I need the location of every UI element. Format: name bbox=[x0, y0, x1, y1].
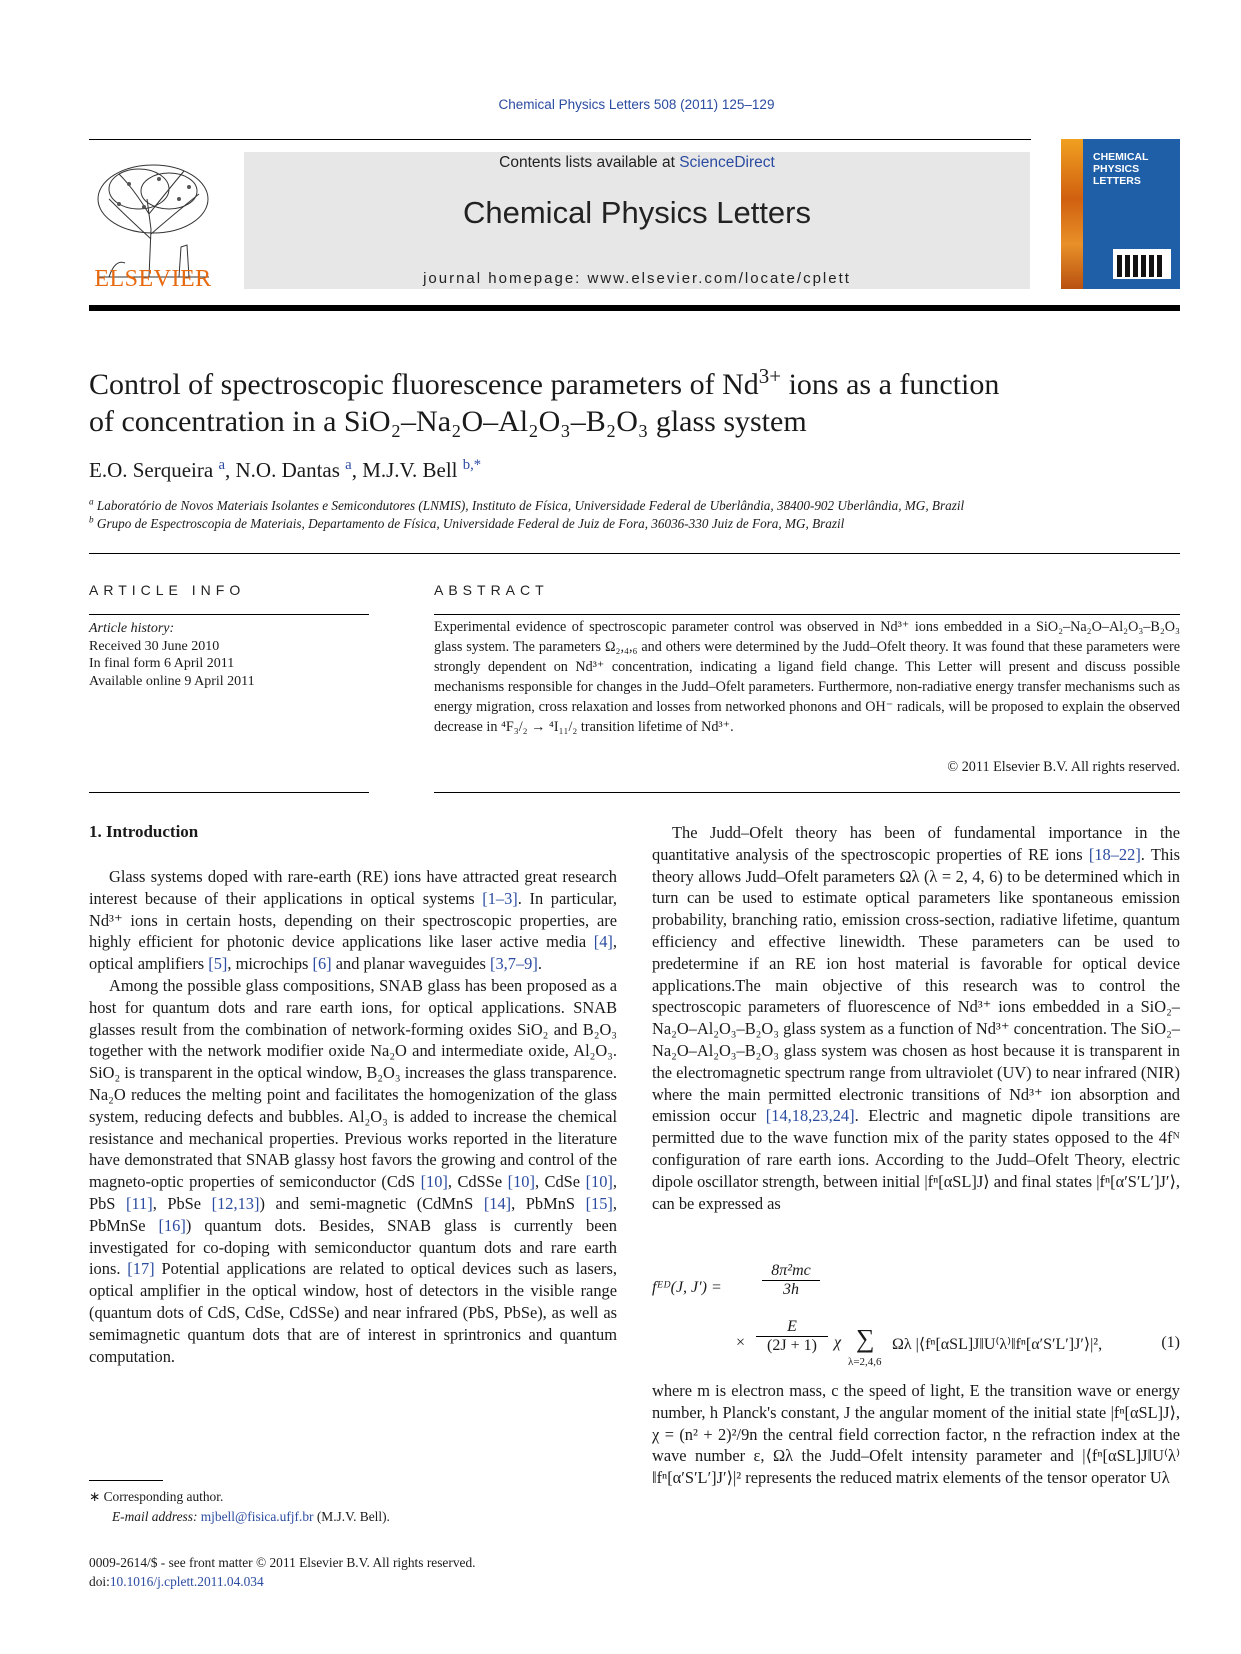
equation-label: (1) bbox=[1161, 1334, 1180, 1351]
author-list: E.O. Serqueira $^a$, N.O. Dantas $^a$, M.J.V. Bell $^{b,*}$ bbox=[89, 457, 482, 482]
abstract-text: Experimental evidence of spectroscopic parameter control was observed in Nd³⁺ ions embedded in a SiO₂–Na₂O–Al₂O₃–B₂O₃ glass system. The parameters Ω₂,₄,₆ and others were determined by the Judd–Ofelt theory. It was found that these parameters were strongly dependent on Nd³⁺ concentration, indicating a ligand field change. This Letter will present and discuss possible mechanisms responsible for changes in the Judd–Ofelt parameters. Furthermore, non-radiative energy transfer mechanisms such as energy migration, cross relaxation and losses from networked phonons and OH⁻ radicals, will be proposed to explain the observed decrease in ⁴F₃/₂ → ⁴I₁₁/₂ transition lifetime of Nd³⁺. bbox=[434, 619, 1180, 736]
elsevier-wordmark: ELSEVIER bbox=[94, 266, 212, 292]
equation-body: Ωλ |⟨fⁿ[αSL]J‖U⁽λ⁾‖fⁿ[α′S′L′]J′⟩|², bbox=[892, 1336, 1103, 1353]
citation-link[interactable]: [4] bbox=[593, 932, 613, 952]
journal-cover-thumbnail bbox=[1061, 139, 1180, 289]
title-part: Control of spectroscopic fluorescence parameters of Nd bbox=[89, 368, 759, 401]
equation-1 bbox=[652, 1262, 1180, 1370]
citation-link[interactable]: [15] bbox=[585, 1193, 613, 1213]
citation-link[interactable]: [5] bbox=[208, 954, 228, 974]
doi-link[interactable]: 10.1016/j.cplett.2011.04.034 bbox=[109, 1574, 264, 1589]
affiliation-mark: b bbox=[89, 514, 94, 525]
equation-fraction-2 bbox=[756, 1318, 828, 1355]
citation-link[interactable]: [11] bbox=[126, 1193, 153, 1213]
title-part: ions as a function bbox=[781, 368, 1000, 401]
email-note bbox=[112, 1509, 390, 1525]
author-name: E.O. Serqueira bbox=[89, 458, 214, 482]
citation-link[interactable]: [1–3] bbox=[482, 888, 518, 908]
right-column-continued bbox=[652, 1380, 1180, 1489]
abstract-rule bbox=[434, 614, 1180, 615]
citation-link[interactable]: [12,13] bbox=[211, 1193, 260, 1213]
fraction-numerator: 8π²mc bbox=[762, 1262, 820, 1281]
equation-sum: ∑ bbox=[856, 1324, 875, 1353]
journal-homepage[interactable]: journal homepage: www.elsevier.com/locate/cplett bbox=[423, 270, 851, 287]
affiliation-mark: a bbox=[89, 496, 94, 507]
abstract-copyright: © 2011 Elsevier B.V. All rights reserved. bbox=[947, 759, 1180, 775]
author-name: N.O. Dantas bbox=[235, 458, 340, 482]
affiliation-text: Grupo de Espectroscopia de Materiais, Departamento de Física, Universidade Federal de Juiz de Fora, 36036-330 Juiz de Fora, MG, Brazil bbox=[96, 516, 845, 531]
paragraph: Glass systems doped with rare-earth (RE) ions have attracted great research interest because of their applications in optical systems [1–3]. In particular, Nd³⁺ ions in certain hosts, depending on their spectroscopic properties, are highly efficient for photonic device applications like laser active media [4], optical amplifiers [5], microchips [6] and planar waveguides [3,7–9]. bbox=[89, 867, 617, 974]
left-column bbox=[89, 866, 617, 1367]
journal-title: Chemical Physics Letters bbox=[462, 195, 811, 230]
issn-line: 0009-2614/$ - see front matter © 2011 Elsevier B.V. All rights reserved. bbox=[89, 1555, 476, 1570]
masthead-divider bbox=[89, 305, 1180, 311]
citation-link[interactable]: [14] bbox=[483, 1193, 512, 1213]
final-form-date: In final form 6 April 2011 bbox=[89, 656, 235, 671]
equation-sum-index: λ=2,4,6 bbox=[848, 1356, 882, 1368]
cover-bars-icon bbox=[1113, 249, 1171, 279]
article-info-bottom-rule bbox=[89, 792, 369, 793]
paragraph: Among the possible glass compositions, SNAB glass has been proposed as a host for quantum dots and rare earth ions, for optical applications. SNAB glasses result from the combination of network-forming oxides SiO₂ and B₂O₃ together with the network modifier oxide Na₂O and intermediate oxide, Al₂O₃. SiO₂ is transparent in the optical window, B₂O₃ increases the glass transparence. Na₂O reduces the melting point and facilitates the homogenization of the glass system, reducing defects and bubbles. Al₂O₃ is added to increase the chemical resistance and mechanical properties. Previous works reported in the literature have demonstrated that SNAB glassy host favors the growing and control of the magneto-optic properties of semiconductor (CdS [10], CdSSe [10], CdSe [10], PbS [11], PbSe [12,13]) and semi-magnetic (CdMnS [14], PbMnS [15], PbMnSe [16]) quantum dots. Besides, SNAB glass is currently been investigated for co-doping with semiconductor quantum dots and rare earth ions. [17] Potential applications are related to optical devices such as lasers, optical amplifier in the optical window, host of detectors in the visible range (quantum dots of CdS, CdSe, CdSSe) and near infrared (PbS, PbSe), as well as semimagnetic quantum dots that are of interest in sprintronics and quantum computation. bbox=[89, 975, 617, 1366]
affiliation bbox=[89, 516, 844, 532]
author-name: M.J.V. Bell bbox=[362, 458, 458, 482]
cover-image bbox=[1113, 249, 1171, 279]
history-label: Article history: bbox=[89, 621, 175, 636]
abstract-bottom-rule bbox=[434, 792, 1180, 793]
email-link[interactable]: mjbell@fisica.ufjf.br bbox=[200, 1509, 314, 1524]
journal-reference[interactable]: Chemical Physics Letters 508 (2011) 125–129 bbox=[498, 97, 775, 112]
author-affiliation-mark[interactable]: b,* bbox=[462, 457, 482, 473]
section-heading-introduction: 1. Introduction bbox=[89, 822, 199, 841]
equation-fraction-1 bbox=[762, 1262, 820, 1299]
citation-link[interactable]: [14,18,23,24] bbox=[765, 1106, 855, 1126]
fraction-numerator: E bbox=[756, 1318, 828, 1337]
fraction-denominator: (2J + 1) bbox=[767, 1337, 817, 1354]
doi-label: doi: bbox=[89, 1574, 110, 1589]
author-affiliation-mark[interactable]: a bbox=[218, 457, 225, 473]
article-info-rule bbox=[89, 614, 369, 615]
received-date: Received 30 June 2010 bbox=[89, 638, 220, 654]
author-affiliation-mark[interactable]: a bbox=[345, 457, 352, 473]
contents-prefix: Contents lists available at bbox=[499, 154, 680, 171]
title-superscript: 3+ bbox=[758, 364, 782, 388]
affiliation bbox=[89, 498, 964, 514]
corresponding-author-note: ∗ Corresponding author. bbox=[89, 1489, 224, 1504]
article-title bbox=[89, 366, 1189, 440]
matrix-element-expression: |⟨fⁿ[αSL]J‖U⁽λ⁾‖fⁿ[α′S′L′]J′⟩|² bbox=[652, 1446, 1180, 1488]
paragraph: The Judd–Ofelt theory has been of fundamental importance in the quantitative analysis of the spectroscopic properties of RE ions [18–22]. This theory allows Judd–Ofelt parameters Ωλ (λ = 2, 4, 6) to be determined which in turn can be used to estimate optical parameters like spontaneous emission probability, branching ratio, emission cross-section, radiative lifetime, quantum efficiency and effective linewidth. These parameters can be used to predetermine if an RE ion host material is favorable for optical device applications.The main objective of this research was to control the spectroscopic parameters of fluorescence of Nd³⁺ ions embedded in a SiO₂–Na₂O–Al₂O₃–B₂O₃ glass system as a function of Nd³⁺ concentration. The SiO₂–Na₂O–Al₂O₃–B₂O₃ glass system was chosen as host because it is transparent in the electromagnetic spectrum range from ultraviolet (UV) to near infrared (NIR) where the main permitted electronic transitions of Nd³⁺ ion absorption and emission occur [14,18,23,24]. Electric and magnetic dipole transitions are permitted due to the wave function mix of the parity states opposed to the 4fᴺ configuration of rare earth ions. According to the Judd–Ofelt Theory, electric dipole oscillator strength, between initial |fⁿ[αSL]J⟩ and final states |fⁿ[α′S′L′]J′⟩, can be expressed as bbox=[652, 823, 1180, 1213]
equation-lhs: fᴱᴰ(J, J′) = bbox=[652, 1279, 722, 1296]
equation-times: × bbox=[736, 1334, 746, 1351]
abstract-heading: ABSTRACT bbox=[434, 582, 549, 598]
cover-title: CHEMICAL PHYSICS LETTERS bbox=[1093, 151, 1149, 187]
email-suffix: (M.J.V. Bell). bbox=[313, 1509, 390, 1524]
contents-line bbox=[244, 154, 1030, 172]
citation-link[interactable]: [10] bbox=[420, 1172, 448, 1192]
cover-strip bbox=[1061, 139, 1083, 289]
sciencedirect-link[interactable]: ScienceDirect bbox=[679, 154, 775, 171]
citation-link[interactable]: [18–22] bbox=[1088, 844, 1141, 864]
citation-link[interactable]: [17] bbox=[127, 1259, 155, 1279]
citation-link[interactable]: [16] bbox=[158, 1215, 186, 1235]
citation-link[interactable]: [10] bbox=[507, 1172, 535, 1192]
header-divider bbox=[89, 139, 1031, 140]
citation-link[interactable]: [3,7–9] bbox=[490, 954, 538, 974]
citation-link[interactable]: [10] bbox=[585, 1172, 613, 1192]
doi-line bbox=[89, 1574, 264, 1590]
footnote-divider bbox=[89, 1480, 163, 1481]
paragraph: where m is electron mass, c the speed of light, E the transition wave or energy number, h Planck's constant, J the angular moment of the initial state |fⁿ[αSL]J⟩, χ = (n² + 2)²/9n the central field correction factor, n the refraction index at the wave number ε, Ωλ the Judd–Ofelt intensity parameter and |⟨fⁿ[αSL]J‖U⁽λ⁾‖fⁿ[α′S′L′]J′⟩|² represents the reduced matrix elements of the tensor operator Uλ bbox=[652, 1381, 1180, 1488]
article-info-heading: ARTICLE INFO bbox=[89, 582, 246, 598]
citation-link[interactable]: [6] bbox=[312, 954, 332, 974]
email-label: E-mail address: bbox=[112, 1509, 201, 1524]
affiliation-text: Laboratório de Novos Materiais Isolantes e Semicondutores (LNMIS), Instituto de Física, Universidade Federal de Uberlândia, 38400-902 Uberlândia, MG, Brazil bbox=[96, 498, 965, 513]
title-line-2: of concentration in a SiO₂–Na₂O–Al₂O₃–B₂O₃ glass system bbox=[89, 405, 807, 438]
right-column bbox=[652, 822, 1180, 1214]
online-date: Available online 9 April 2011 bbox=[89, 673, 255, 689]
article-history bbox=[89, 620, 255, 690]
equation-chi: χ bbox=[834, 1334, 842, 1351]
fraction-denominator: 3h bbox=[783, 1281, 799, 1298]
affiliation-divider bbox=[89, 553, 1180, 554]
